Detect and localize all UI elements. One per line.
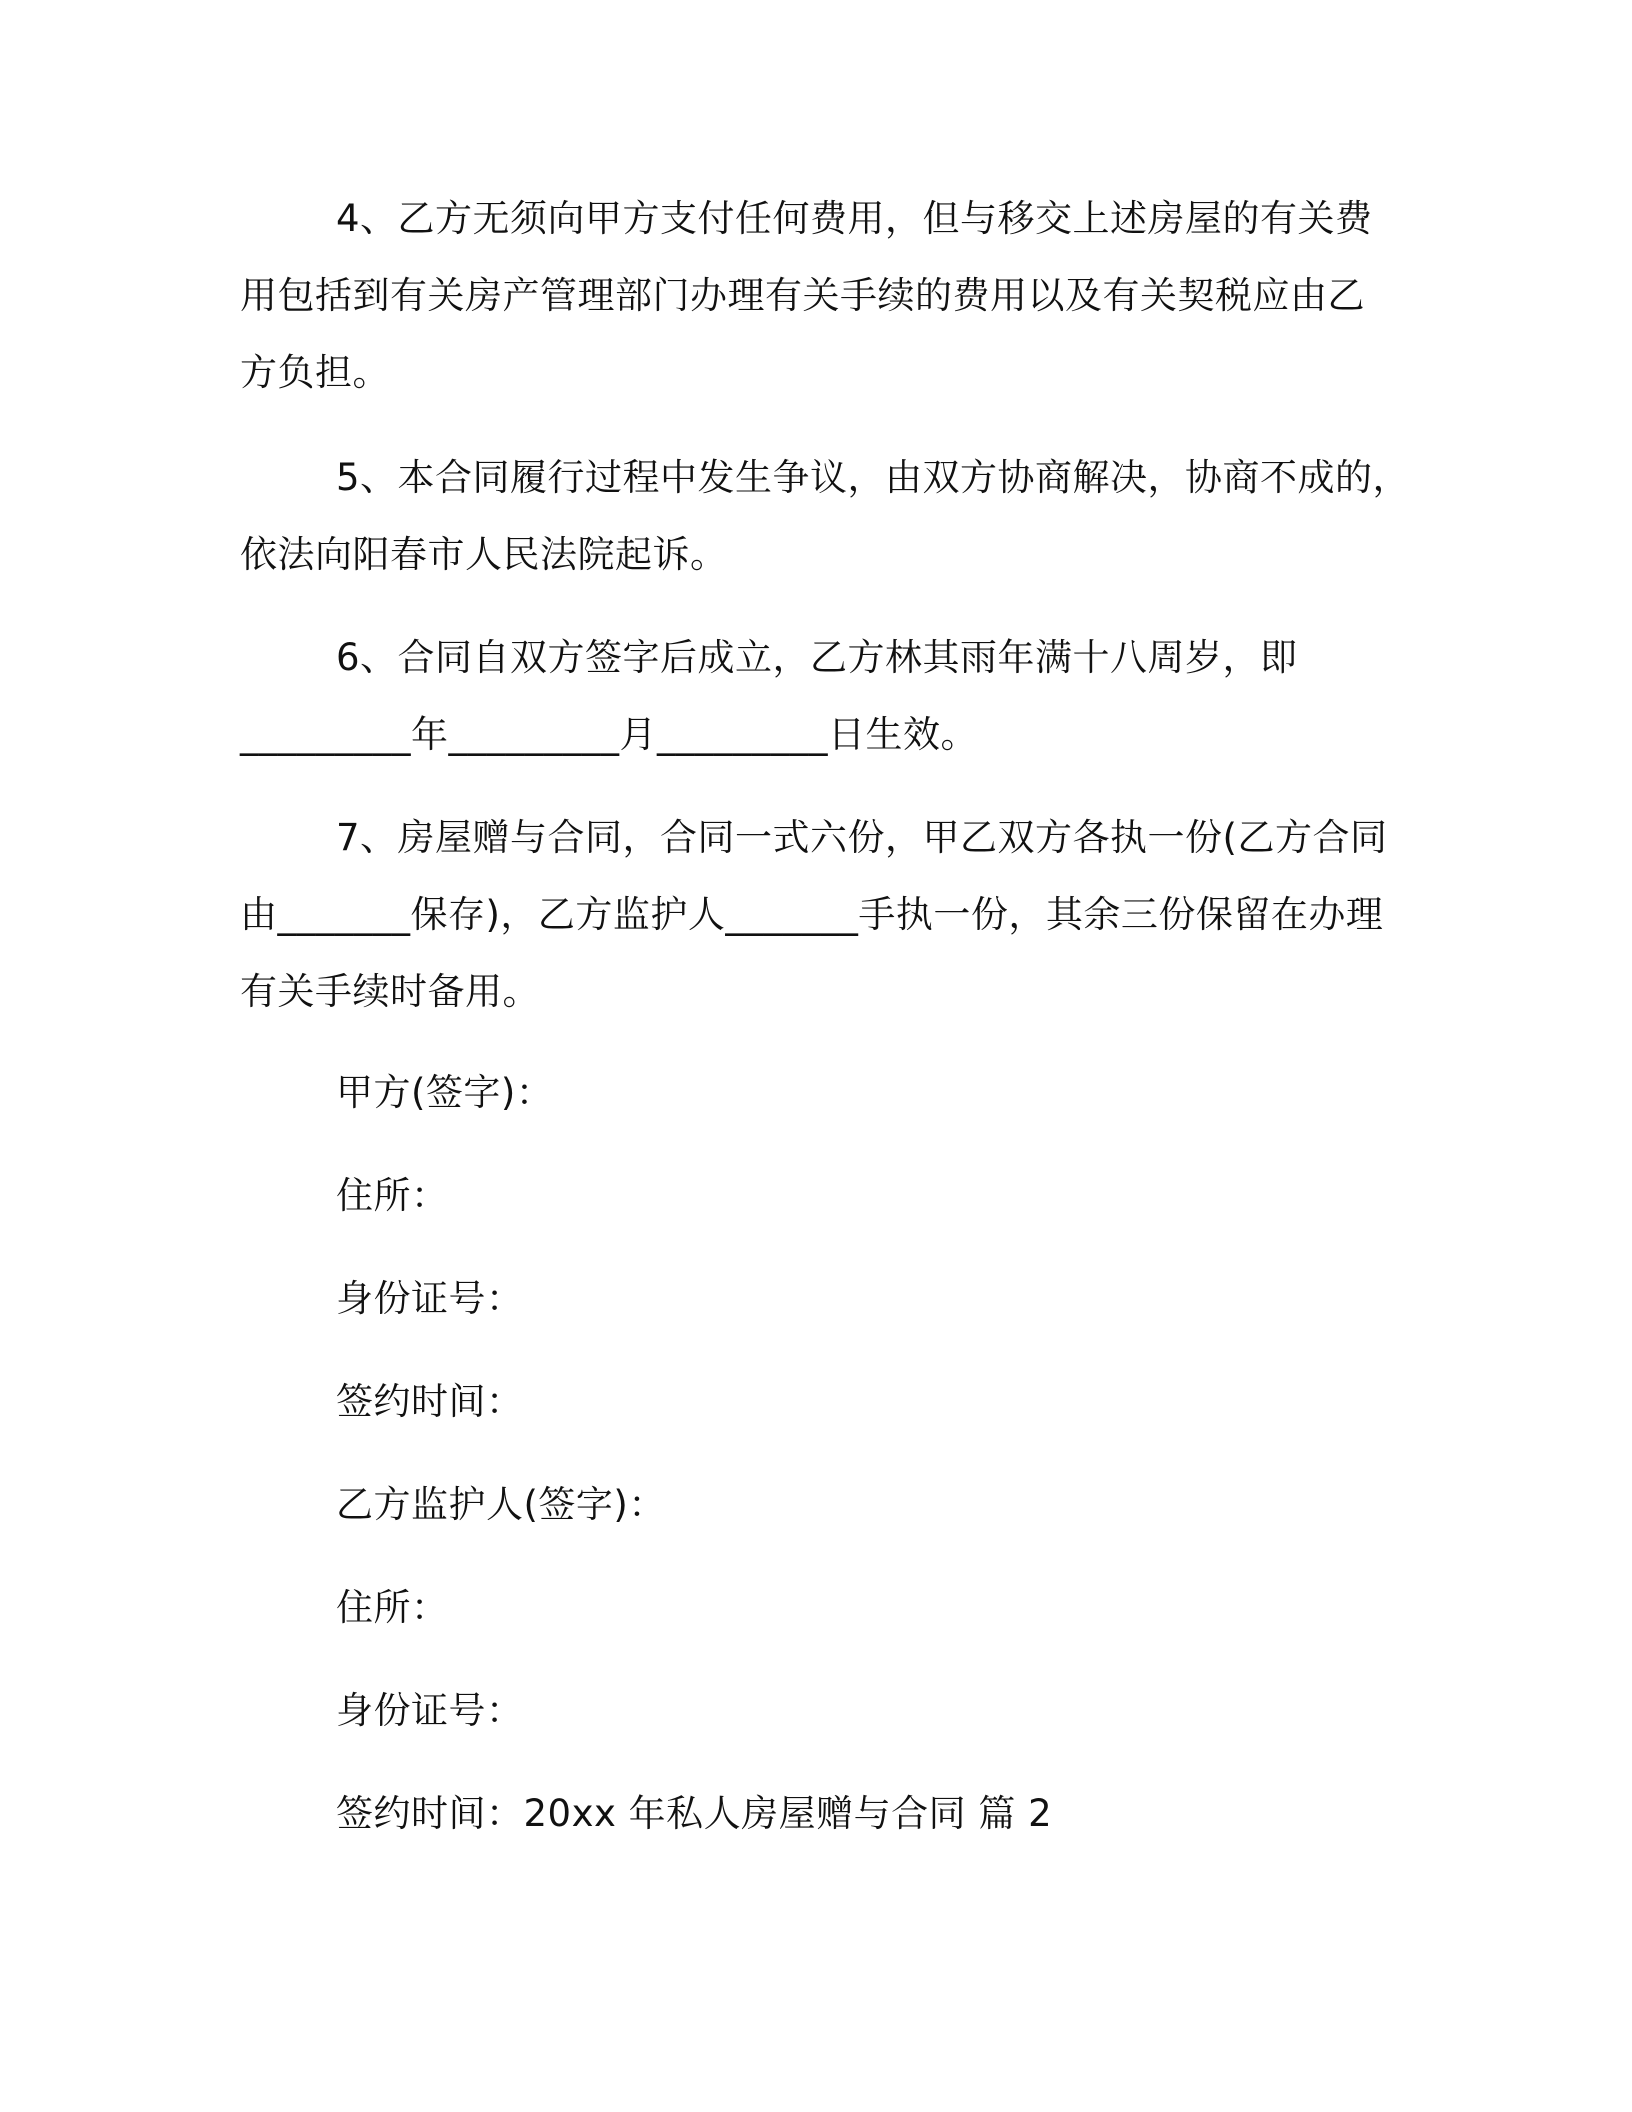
guardian-signature-label: 乙方监护人(签字)： <box>336 1483 666 1526</box>
clause-7 <box>240 799 1390 1030</box>
party-a-address-label: 住所： <box>336 1174 449 1217</box>
clause-5-line-1: 5、本合同履行过程中发生争议，由双方协商解决，协商不成的， <box>336 456 1411 499</box>
clause-7-line-2: 由_______保存)，乙方监护人_______手执一份，其余三份保留在办理 <box>240 893 1384 936</box>
party-a-date-label: 签约时间： <box>336 1380 524 1423</box>
clause-4-line-3: 方负担。 <box>240 351 390 394</box>
clause-6 <box>240 619 1390 773</box>
clause-6-line-2: _________年_________月_________日生效。 <box>240 713 978 756</box>
party-a-signature-label: 甲方(签字)： <box>336 1071 554 1114</box>
guardian-address-label: 住所： <box>336 1586 449 1629</box>
clause-5-line-2: 依法向阳春市人民法院起诉。 <box>240 533 728 576</box>
guardian-date-label: 签约时间：20xx 年私人房屋赠与合同 篇 2 <box>336 1792 1053 1835</box>
clause-7-line-3: 有关手续时备用。 <box>240 970 540 1013</box>
clause-4 <box>240 180 1390 411</box>
clause-5 <box>240 439 1411 593</box>
clause-7-line-1: 7、房屋赠与合同，合同一式六份，甲乙双方各执一份(乙方合同 <box>336 816 1388 859</box>
clause-4-line-2: 用包括到有关房产管理部门办理有关手续的费用以及有关契税应由乙 <box>240 274 1365 317</box>
clause-4-line-1: 4、乙方无须向甲方支付任何费用，但与移交上述房屋的有关费 <box>336 197 1373 240</box>
guardian-id-label: 身份证号： <box>336 1689 524 1732</box>
clause-6-line-1: 6、合同自双方签字后成立，乙方林其雨年满十八周岁，即 <box>336 636 1298 679</box>
party-a-id-label: 身份证号： <box>336 1277 524 1320</box>
